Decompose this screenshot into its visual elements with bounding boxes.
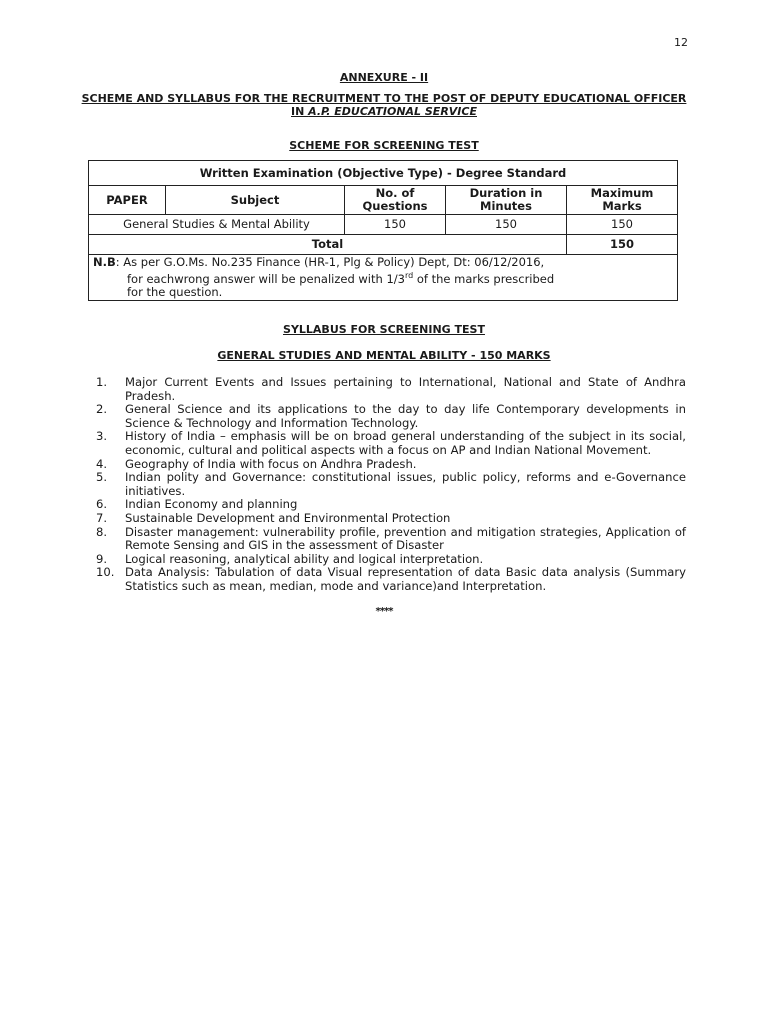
list-item — [96, 566, 686, 593]
cell-subject: General Studies & Mental Ability — [89, 215, 345, 235]
item-text: Logical reasoning, analytical ability and logical interpretation. — [125, 551, 484, 566]
title-line-1: SCHEME AND SYLLABUS FOR THE RECRUITMENT TO THE POST OF DEPUTY EDUCATIONAL OFFICER — [81, 92, 687, 105]
table-note-row — [89, 255, 678, 301]
note-line-2 — [93, 269, 673, 286]
note-text-2b: of the marks prescribed — [413, 271, 555, 286]
table-row — [89, 215, 678, 235]
syllabus-heading: SYLLABUS FOR SCREENING TEST — [283, 323, 485, 336]
cell-questions: 150 — [345, 215, 446, 235]
header-subject: Subject — [166, 186, 345, 215]
note-text-1: : As per G.O.Ms. No.235 Finance (HR-1, Plg & Policy) Dept, Dt: 06/12/2016, — [115, 255, 545, 269]
header-marks: Maximum Marks — [567, 186, 678, 215]
item-number: 4. — [96, 456, 108, 471]
item-text: Disaster management: vulnerability profile, prevention and mitigation strategies, Application of Remote Sensing and GIS in the assessment of Disaster — [125, 524, 686, 553]
list-item — [96, 553, 686, 567]
scheme-table — [88, 160, 678, 301]
title-line-2-prefix: IN — [291, 105, 309, 118]
item-number: 7. — [96, 510, 108, 525]
scheme-heading: SCHEME FOR SCREENING TEST — [289, 139, 479, 152]
cell-duration: 150 — [446, 215, 567, 235]
list-item — [96, 376, 686, 403]
note-label: N.B — [93, 255, 116, 269]
title-line-2-italic: A.P. EDUCATIONAL SERVICE — [308, 105, 477, 118]
item-text: Geography of India with focus on Andhra Pradesh. — [125, 456, 417, 471]
item-text: Indian polity and Governance: constitutional issues, public policy, reforms and e-Governance initiatives. — [125, 470, 686, 498]
total-value: 150 — [567, 235, 678, 255]
total-label: Total — [89, 235, 567, 255]
list-item — [96, 430, 686, 457]
list-item — [96, 498, 686, 512]
item-text: Sustainable Development and Environmental Protection — [125, 510, 451, 525]
list-item — [96, 471, 686, 498]
document-title — [70, 92, 698, 118]
item-text: General Science and its applications to the day to day life Contemporary developments in Science & Technology and Information Technology. — [125, 402, 686, 430]
syllabus-list — [96, 376, 686, 594]
item-number: 6. — [96, 497, 108, 512]
item-text: Major Current Events and Issues pertaining to International, National and State of Andhra Pradesh. — [125, 375, 686, 403]
header-questions: No. of Questions — [345, 186, 446, 215]
annexure-heading: ANNEXURE - II — [339, 71, 429, 84]
header-paper: PAPER — [89, 186, 166, 215]
item-number: 10. — [96, 565, 115, 580]
general-studies-heading: GENERAL STUDIES AND MENTAL ABILITY - 150 MARKS — [217, 349, 551, 362]
item-text: Data Analysis: Tabulation of data Visual representation of data Basic data analysis (Summary Statistics such as mean, median, mode and variance)and Interpretation. — [125, 565, 686, 593]
item-number: 9. — [96, 551, 108, 566]
list-item — [96, 526, 686, 553]
item-text: History of India – emphasis will be on broad general understanding of the subject in its social, economic, cultural and political aspects with a focus on AP and Indian National Movement. — [125, 429, 686, 457]
note-cell — [89, 255, 678, 301]
note-text-2a: for eachwrong answer will be penalized with 1/3 — [127, 271, 405, 286]
note-superscript: rd — [404, 271, 414, 280]
table-header-row — [89, 186, 678, 215]
header-duration: Duration in Minutes — [446, 186, 567, 215]
cell-marks: 150 — [567, 215, 678, 235]
item-number: 5. — [96, 470, 108, 485]
item-number: 3. — [96, 429, 108, 444]
page-number: 12 — [674, 36, 688, 49]
table-total-row — [89, 235, 678, 255]
title-line-2 — [70, 105, 698, 118]
item-number: 1. — [96, 375, 108, 389]
list-item — [96, 458, 686, 472]
item-number: 8. — [96, 524, 108, 539]
table-banner-row — [89, 161, 678, 186]
table-banner: Written Examination (Objective Type) - Degree Standard — [89, 161, 678, 186]
item-number: 2. — [96, 402, 108, 417]
list-item — [96, 403, 686, 430]
list-item — [96, 512, 686, 526]
note-line-3: for the question. — [127, 284, 223, 299]
note-line-1 — [93, 256, 673, 269]
item-text: Indian Economy and planning — [125, 497, 298, 512]
end-marker: **** — [375, 606, 393, 617]
